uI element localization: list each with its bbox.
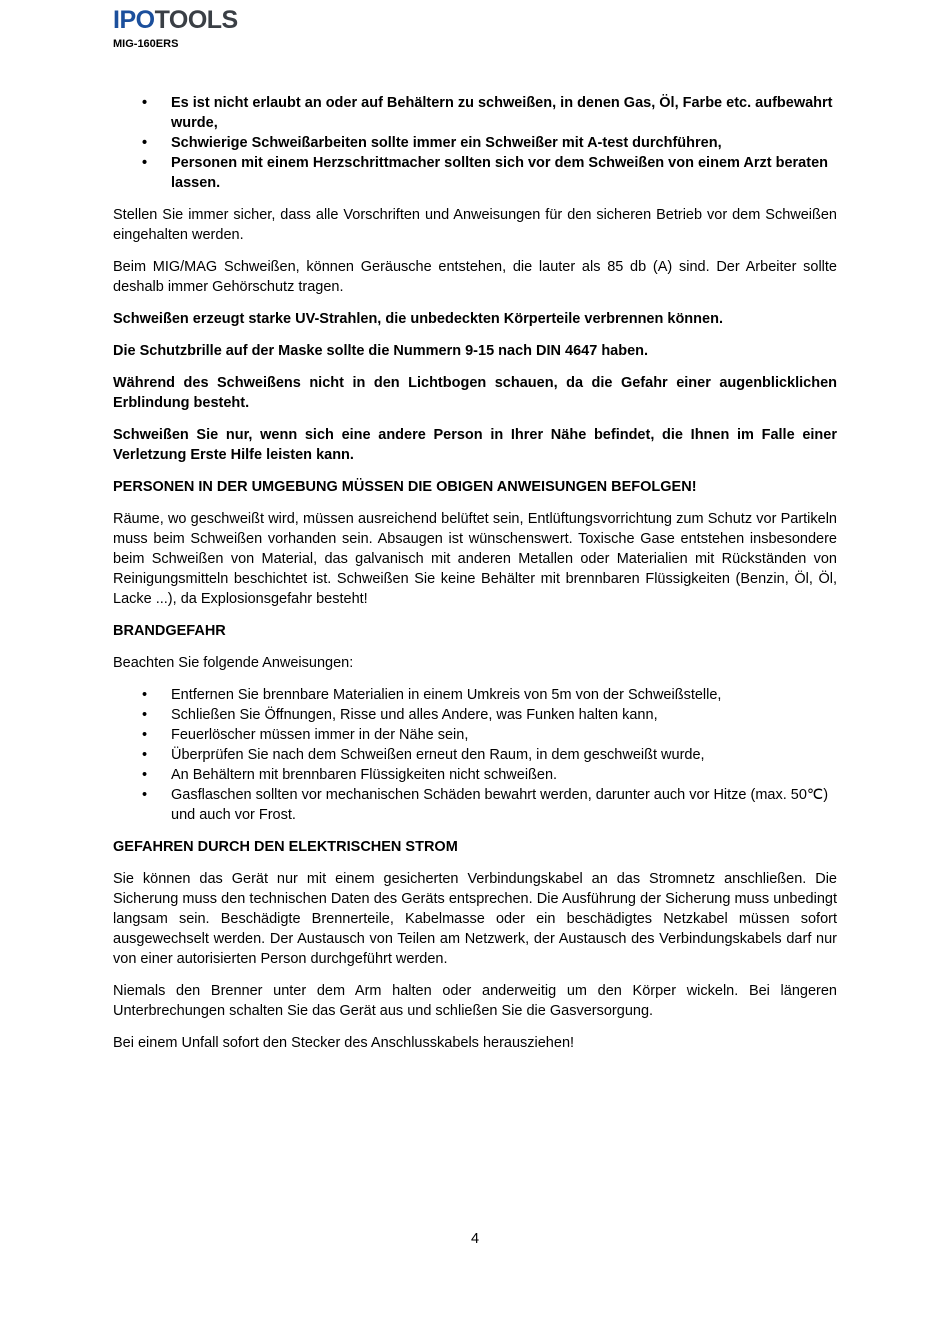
bullet-icon: • [142, 95, 148, 111]
paragraph-ventilation: Räume, wo geschweißt wird, müssen ausreichend belüftet sein, Entlüftungsvorrichtung zum Schutz vor Partikeln muss beim Schweißen vorhanden sein. Absaugen ist wünschenswert. Toxische Gase entstehen insbesondere beim Schweißen von Material, das galvanisch mit anderen Metallen oder Materialien mit Rückständen von Reinigungsmitteln beschichtet ist. Schweißen Sie keine Behälter mit brennbaren Flüssigkeiten (Benzin, Öl, Öl, Lacke ...), da Explosionsgefahr besteht! [113, 511, 837, 607]
bullet-icon: • [142, 135, 148, 151]
list-item-text: Entfernen Sie brennbare Materialien in einem Umkreis von 5m von der Schweißstelle, [171, 687, 722, 703]
paragraph-accident: Bei einem Unfall sofort den Stecker des Anschlusskabels herausziehen! [113, 1035, 575, 1051]
list-item [113, 153, 837, 193]
heading-fire-hazard: BRANDGEFAHR [113, 623, 226, 639]
bullet-icon: • [142, 155, 148, 171]
list-item-text: Es ist nicht erlaubt an oder auf Behältern zu schweißen, in denen Gas, Öl, Farbe etc. aufbewahrt wurde, [171, 95, 833, 131]
paragraph-goggles: Die Schutzbrille auf der Maske sollte die Nummern 9-15 nach DIN 4647 haben. [113, 343, 649, 359]
list-item-text: Überprüfen Sie nach dem Schweißen erneut den Raum, in dem geschweißt wurde, [171, 747, 705, 763]
list-item [113, 685, 837, 705]
paragraph-arc-warning: Während des Schweißens nicht in den Lichtbogen schauen, da die Gefahr einer augenblicklichen Erblindung besteht. [113, 375, 837, 411]
paragraph-first-aid: Schweißen Sie nur, wenn sich eine andere Person in Ihrer Nähe befindet, die Ihnen im Falle einer Verletzung Erste Hilfe leisten kann. [113, 427, 837, 463]
paragraph-torch-handling: Niemals den Brenner unter dem Arm halten oder anderweitig um den Körper wickeln. Bei längeren Unterbrechungen schalten Sie das Gerät aus und schließen Sie die Gasversorgung. [113, 983, 837, 1019]
logo-tools-text: TOOLS [154, 6, 238, 34]
bullet-icon: • [142, 747, 148, 763]
document-body [113, 93, 837, 1065]
page-number: 4 [470, 1231, 480, 1247]
list-item [113, 725, 837, 745]
list-item-text: Schließen Sie Öffnungen, Risse und alles Andere, was Funken halten kann, [171, 707, 658, 723]
list-item [113, 765, 837, 785]
paragraph-regulations: Stellen Sie immer sicher, dass alle Vorschriften und Anweisungen für den sicheren Betrieb vor dem Schweißen eingehalten werden. [113, 207, 837, 243]
heading-surroundings: PERSONEN IN DER UMGEBUNG MÜSSEN DIE OBIGEN ANWEISUNGEN BEFOLGEN! [113, 479, 697, 495]
list-item-text: Gasflaschen sollten vor mechanischen Schäden bewahrt werden, darunter auch vor Hitze (max. 50℃) und auch vor Frost. [171, 787, 829, 823]
logo-ipo-text: IPO [113, 6, 155, 34]
list-item-text: An Behältern mit brennbaren Flüssigkeiten nicht schweißen. [171, 767, 558, 783]
list-item-text: Personen mit einem Herzschrittmacher sollten sich vor dem Schweißen von einem Arzt beraten lassen. [171, 155, 828, 191]
paragraph-fire-intro: Beachten Sie folgende Anweisungen: [113, 655, 354, 671]
model-number: MIG-160ERS [113, 38, 179, 50]
paragraph-uv-warning: Schweißen erzeugt starke UV-Strahlen, die unbedeckten Körperteile verbrennen können. [113, 311, 723, 327]
list-item [113, 745, 837, 765]
bullet-icon: • [142, 687, 148, 703]
fire-bullet-list [113, 685, 837, 825]
list-item [113, 785, 837, 825]
heading-electric-hazard: GEFAHREN DURCH DEN ELEKTRISCHEN STROM [113, 839, 458, 855]
bullet-icon: • [142, 707, 148, 723]
list-item [113, 705, 837, 725]
intro-bullet-list [113, 93, 837, 193]
list-item-text: Feuerlöscher müssen immer in der Nähe sein, [171, 727, 469, 743]
paragraph-power-connection: Sie können das Gerät nur mit einem gesicherten Verbindungskabel an das Stromnetz anschließen. Die Sicherung muss den technischen Daten des Geräts entsprechen. Die Ausführung der Sicherung muss unbedingt langsam sein. Beschädigte Brennerteile, Kabelmasse oder ein beschädigtes Netzkabel müssen sofort ausgewechselt werden. Der Austausch von Teilen am Netzwerk, der Austausch des Verbindungskabels darf nur von einer autorisierten Person durchgeführt werden. [113, 871, 837, 967]
bullet-icon: • [142, 787, 148, 803]
bullet-icon: • [142, 767, 148, 783]
list-item [113, 93, 837, 133]
bullet-icon: • [142, 727, 148, 743]
list-item-text: Schwierige Schweißarbeiten sollte immer ein Schweißer mit A-test durchführen, [171, 135, 722, 151]
paragraph-noise: Beim MIG/MAG Schweißen, können Geräusche entstehen, die lauter als 85 db (A) sind. Der Arbeiter sollte deshalb immer Gehörschutz tragen. [113, 259, 837, 295]
brand-logo [113, 6, 238, 34]
list-item [113, 133, 837, 153]
